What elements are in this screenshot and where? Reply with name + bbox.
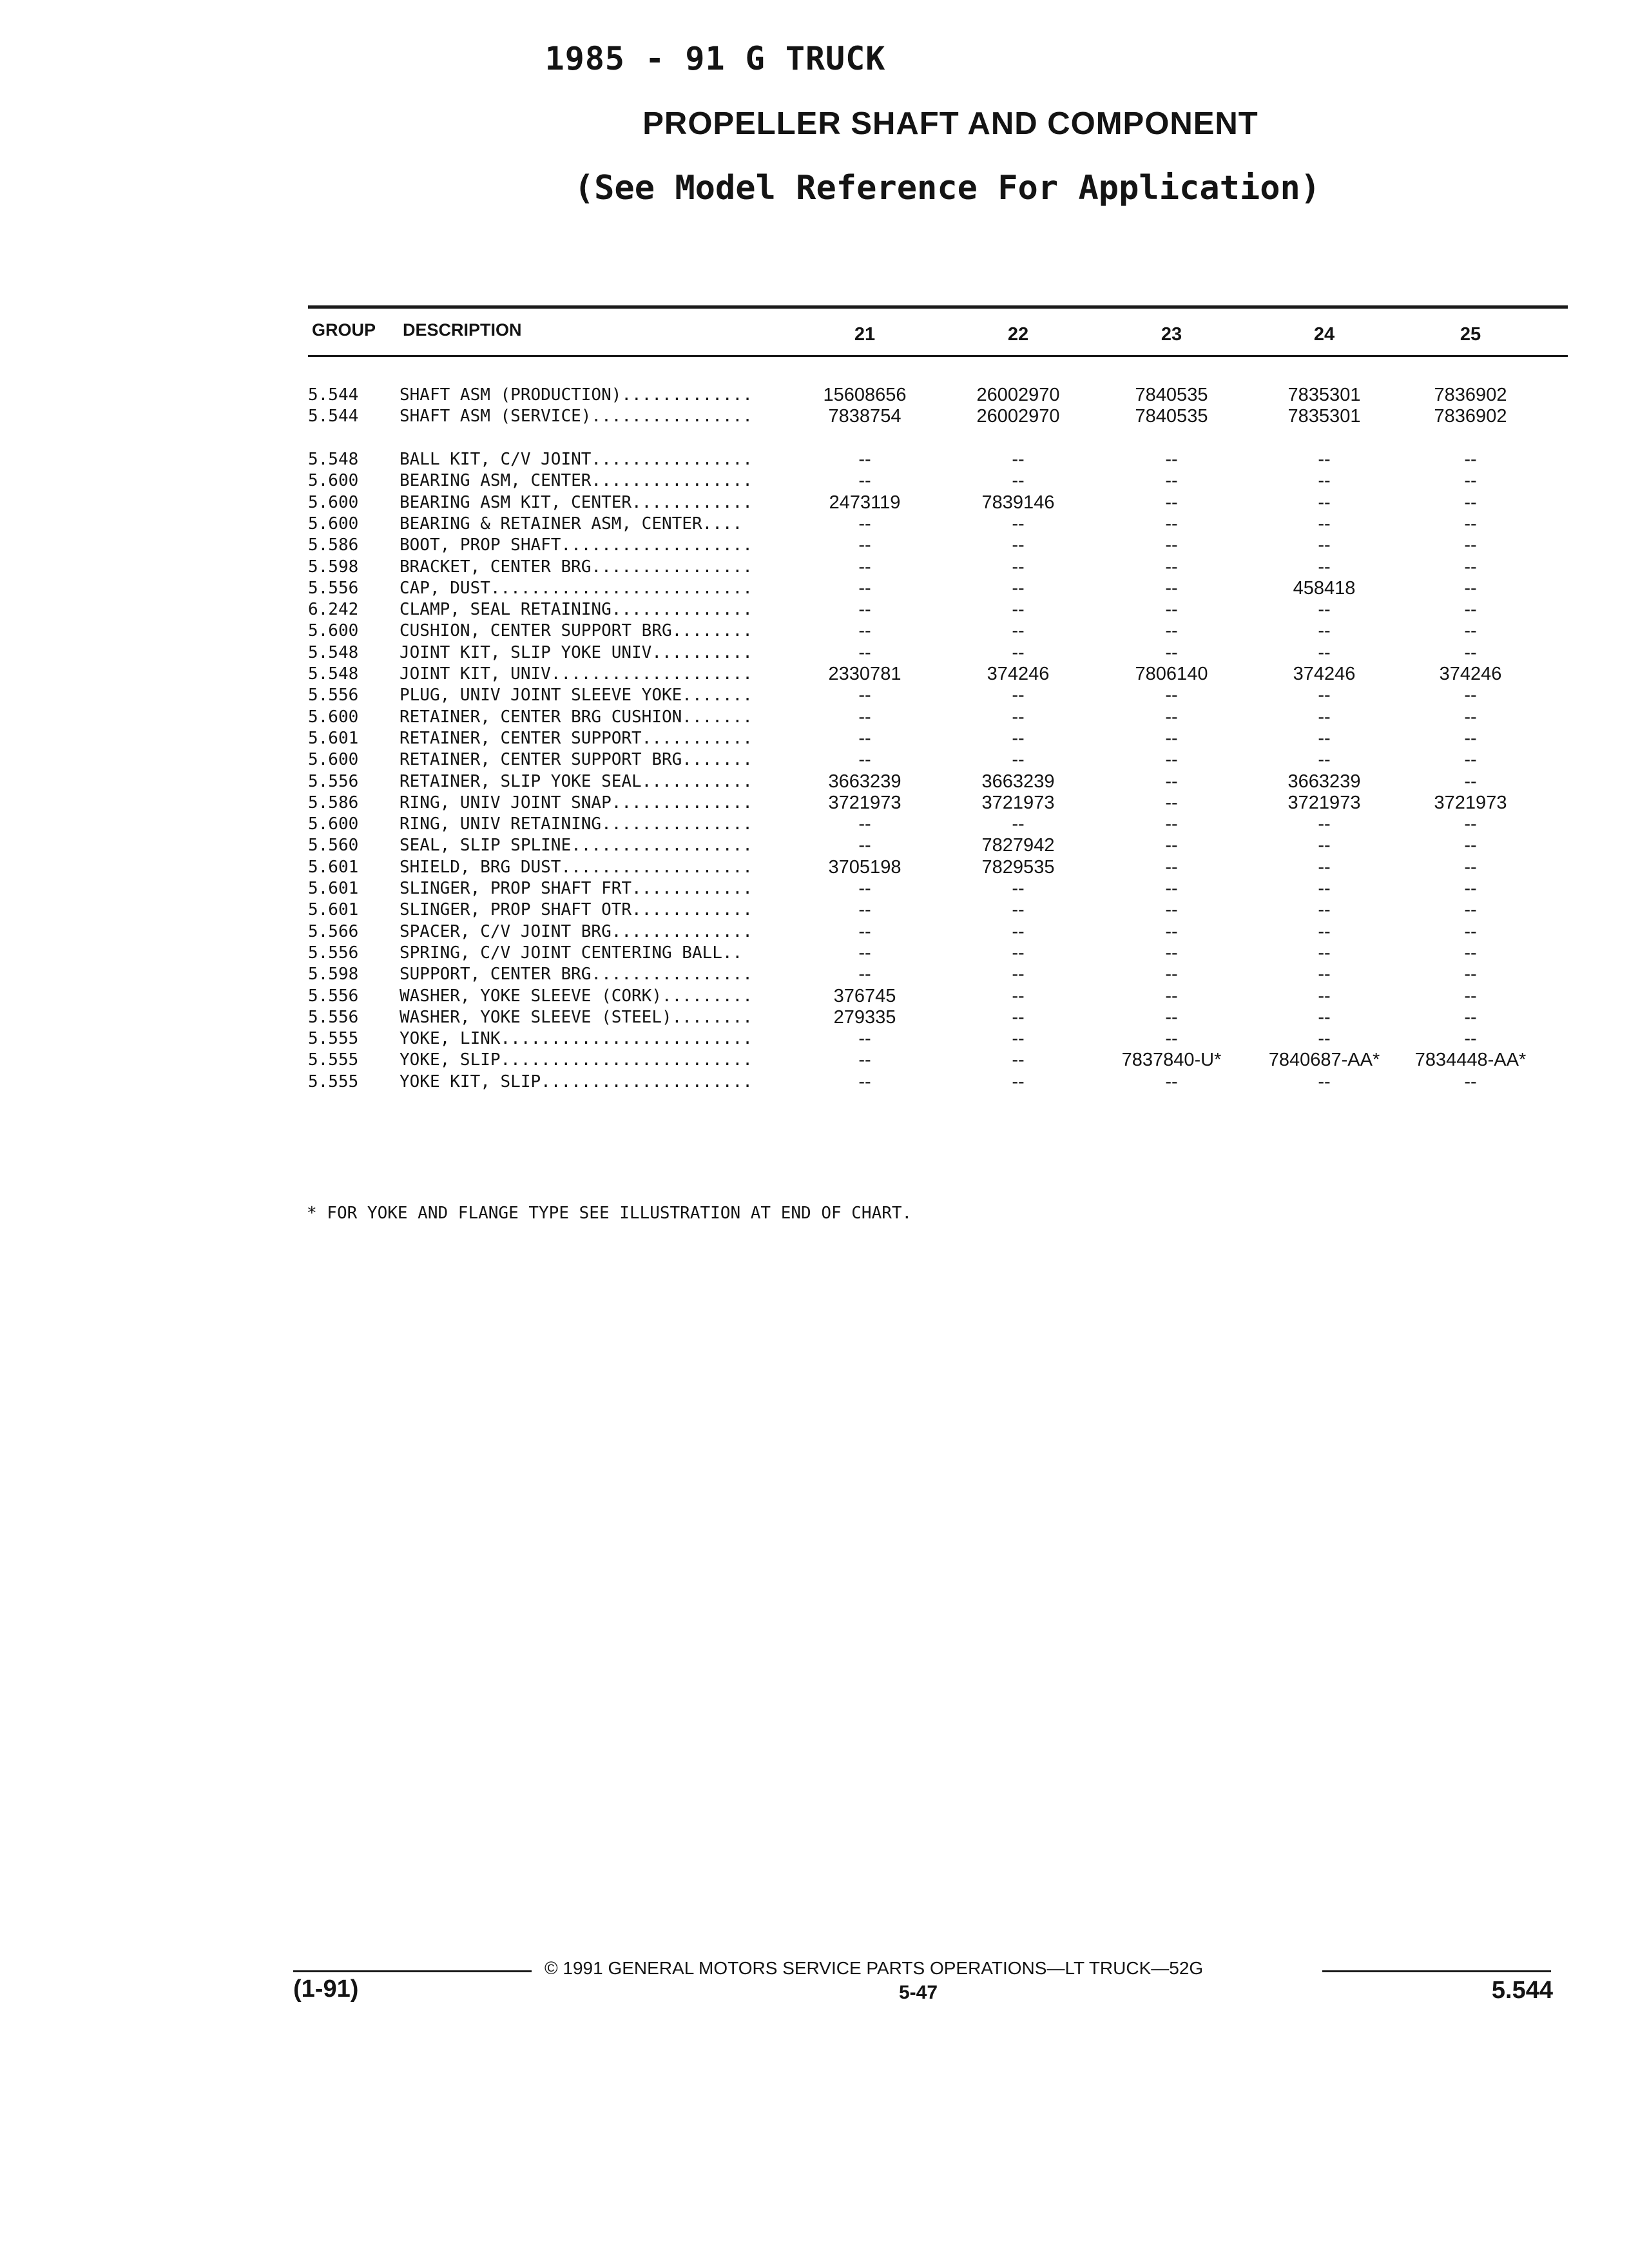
cell-23: -- (1165, 707, 1178, 727)
description-cell: PLUG, UNIV JOINT SLEEVE YOKE....... (400, 686, 753, 705)
table-row (0, 728, 1629, 749)
column-header-21: 21 (854, 324, 876, 345)
group-cell: 5.600 (308, 514, 359, 533)
cell-22: -- (1012, 964, 1025, 985)
group-cell: 5.556 (308, 579, 359, 598)
table-row (0, 642, 1629, 664)
cell-23: -- (1165, 620, 1178, 641)
cell-24: -- (1318, 535, 1331, 555)
table-row (0, 814, 1629, 835)
cell-21: -- (858, 642, 871, 663)
cell-24: -- (1318, 986, 1331, 1006)
cell-24: 7835301 (1287, 406, 1361, 427)
cell-22: -- (1012, 749, 1025, 770)
description-cell: BEARING & RETAINER ASM, CENTER.... (400, 514, 743, 533)
cell-23: -- (1165, 1072, 1178, 1092)
table-row (0, 878, 1629, 899)
group-cell: 5.556 (308, 1008, 359, 1027)
cell-24: -- (1318, 814, 1331, 834)
cell-22: -- (1012, 986, 1025, 1006)
description-cell: CAP, DUST.......................... (400, 579, 753, 598)
table-row (0, 1028, 1629, 1050)
description-cell: YOKE KIT, SLIP..................... (400, 1072, 753, 1091)
cell-23: -- (1165, 964, 1178, 985)
cell-25: -- (1464, 899, 1477, 920)
cell-21: -- (858, 921, 871, 942)
group-cell: 5.544 (308, 407, 359, 426)
cell-22: -- (1012, 1050, 1025, 1070)
group-cell: 5.600 (308, 814, 359, 834)
table-row (0, 557, 1629, 578)
cell-23: -- (1165, 857, 1178, 878)
description-cell: YOKE, LINK......................... (400, 1029, 753, 1048)
cell-25: -- (1464, 921, 1477, 942)
group-cell: 5.601 (308, 729, 359, 748)
cell-25: -- (1464, 857, 1477, 878)
cell-24: 3721973 (1287, 793, 1361, 813)
column-header-group: GROUP (312, 320, 376, 340)
cell-21: -- (858, 814, 871, 834)
footer-rule-left (293, 1970, 532, 1972)
cell-21: -- (858, 899, 871, 920)
cell-23: -- (1165, 642, 1178, 663)
description-cell: SLINGER, PROP SHAFT FRT............ (400, 879, 753, 898)
group-cell: 5.556 (308, 943, 359, 963)
cell-23: -- (1165, 535, 1178, 555)
group-cell: 5.566 (308, 922, 359, 941)
cell-24: -- (1318, 921, 1331, 942)
page-number: 5-47 (898, 1982, 938, 2003)
description-cell: BRACKET, CENTER BRG................ (400, 557, 753, 577)
cell-23: -- (1165, 449, 1178, 470)
group-number: 5.544 (1491, 1977, 1553, 2004)
description-cell: CLAMP, SEAL RETAINING.............. (400, 600, 753, 619)
cell-24: 7840687-AA* (1268, 1050, 1380, 1070)
cell-21: -- (858, 835, 871, 856)
group-cell: 5.598 (308, 965, 359, 984)
group-cell: 5.555 (308, 1050, 359, 1070)
group-cell: 5.555 (308, 1029, 359, 1048)
cell-24: 458418 (1293, 578, 1356, 599)
description-cell: SUPPORT, CENTER BRG................ (400, 965, 753, 984)
cell-25: -- (1464, 835, 1477, 856)
table-row (0, 406, 1629, 427)
cell-22: -- (1012, 728, 1025, 749)
cell-25: -- (1464, 1007, 1477, 1028)
description-cell: YOKE, SLIP......................... (400, 1050, 753, 1070)
cell-24: -- (1318, 1007, 1331, 1028)
table-row (0, 664, 1629, 685)
description-cell: SPACER, C/V JOINT BRG.............. (400, 922, 753, 941)
description-cell: WASHER, YOKE SLEEVE (CORK)......... (400, 986, 753, 1006)
cell-25: -- (1464, 620, 1477, 641)
cell-21: -- (858, 707, 871, 727)
cell-24: -- (1318, 642, 1331, 663)
cell-23: -- (1165, 771, 1178, 792)
cell-21: 2330781 (828, 664, 901, 684)
cell-22: 26002970 (976, 385, 1060, 405)
cell-25: -- (1464, 685, 1477, 706)
group-cell: 5.548 (308, 664, 359, 684)
description-cell: RETAINER, CENTER SUPPORT BRG....... (400, 750, 753, 769)
cell-21: -- (858, 578, 871, 599)
cell-24: -- (1318, 492, 1331, 513)
cell-21: -- (858, 535, 871, 555)
table-row (0, 835, 1629, 856)
cell-24: -- (1318, 1072, 1331, 1092)
cell-25: -- (1464, 557, 1477, 577)
cell-25: -- (1464, 728, 1477, 749)
table-row (0, 514, 1629, 535)
cell-23: -- (1165, 921, 1178, 942)
description-cell: SHIELD, BRG DUST................... (400, 858, 753, 877)
column-header-25: 25 (1460, 324, 1481, 345)
table-row (0, 385, 1629, 406)
cell-22: -- (1012, 1072, 1025, 1092)
group-cell: 5.601 (308, 879, 359, 898)
cell-22: -- (1012, 642, 1025, 663)
cell-24: -- (1318, 514, 1331, 534)
cell-23: -- (1165, 986, 1178, 1006)
cell-25: 7834448-AA* (1414, 1050, 1527, 1070)
page-title: 1985 - 91 G TRUCK (545, 40, 886, 77)
cell-22: -- (1012, 1028, 1025, 1049)
cell-25: 3721973 (1434, 793, 1507, 813)
cell-25: -- (1464, 492, 1477, 513)
group-cell: 5.601 (308, 858, 359, 877)
cell-21: 279335 (833, 1007, 896, 1028)
cell-23: -- (1165, 878, 1178, 899)
description-cell: BOOT, PROP SHAFT................... (400, 535, 753, 555)
cell-24: -- (1318, 899, 1331, 920)
cell-25: -- (1464, 814, 1477, 834)
cell-23: -- (1165, 557, 1178, 577)
cell-25: -- (1464, 964, 1477, 985)
cell-24: -- (1318, 449, 1331, 470)
cell-23: 7806140 (1135, 664, 1208, 684)
cell-21: 2473119 (829, 492, 901, 513)
cell-25: 7836902 (1434, 406, 1507, 427)
cell-23: -- (1165, 1028, 1178, 1049)
cell-24: -- (1318, 749, 1331, 770)
cell-22: -- (1012, 470, 1025, 491)
cell-23: -- (1165, 578, 1178, 599)
cell-22: -- (1012, 878, 1025, 899)
description-cell: RETAINER, CENTER BRG CUSHION....... (400, 707, 753, 727)
cell-25: 374246 (1439, 664, 1502, 684)
description-cell: BEARING ASM KIT, CENTER............ (400, 493, 753, 512)
cell-22: -- (1012, 814, 1025, 834)
cell-21: 3721973 (828, 793, 901, 813)
description-cell: SEAL, SLIP SPLINE.................. (400, 836, 753, 855)
description-cell: RETAINER, SLIP YOKE SEAL........... (400, 772, 753, 791)
description-cell: JOINT KIT, SLIP YOKE UNIV.......... (400, 643, 753, 662)
cell-25: -- (1464, 943, 1477, 963)
description-cell: SLINGER, PROP SHAFT OTR............ (400, 900, 753, 919)
cell-25: -- (1464, 878, 1477, 899)
cell-22: 3721973 (981, 793, 1055, 813)
table-row (0, 1072, 1629, 1093)
cell-23: -- (1165, 492, 1178, 513)
group-cell: 5.548 (308, 643, 359, 662)
group-cell: 5.600 (308, 750, 359, 769)
cell-24: 3663239 (1287, 771, 1361, 792)
cell-22: -- (1012, 578, 1025, 599)
table-row (0, 449, 1629, 470)
cell-22: 374246 (987, 664, 1050, 684)
cell-22: -- (1012, 1007, 1025, 1028)
cell-21: -- (858, 728, 871, 749)
cell-21: -- (858, 943, 871, 963)
cell-24: -- (1318, 835, 1331, 856)
group-cell: 5.600 (308, 493, 359, 512)
cell-25: -- (1464, 470, 1477, 491)
application-note: (See Model Reference For Application) (574, 169, 1321, 207)
cell-25: -- (1464, 986, 1477, 1006)
cell-23: -- (1165, 943, 1178, 963)
cell-24: -- (1318, 557, 1331, 577)
table-row (0, 1050, 1629, 1071)
table-row (0, 578, 1629, 599)
cell-21: 15608656 (823, 385, 907, 405)
cell-23: 7840535 (1135, 385, 1208, 405)
table-row (0, 492, 1629, 514)
cell-23: 7837840-U* (1121, 1050, 1222, 1070)
group-cell: 5.586 (308, 535, 359, 555)
description-cell: WASHER, YOKE SLEEVE (STEEL)........ (400, 1008, 753, 1027)
group-cell: 5.586 (308, 793, 359, 812)
footer-rule-right (1322, 1970, 1551, 1972)
table-row (0, 986, 1629, 1007)
cell-21: -- (858, 620, 871, 641)
column-header-22: 22 (1007, 324, 1029, 345)
cell-23: -- (1165, 749, 1178, 770)
cell-23: -- (1165, 514, 1178, 534)
cell-25: -- (1464, 771, 1477, 792)
cell-21: 3705198 (828, 857, 901, 878)
cell-21: -- (858, 749, 871, 770)
group-cell: 5.544 (308, 385, 359, 405)
cell-22: -- (1012, 921, 1025, 942)
table-row (0, 943, 1629, 964)
cell-24: 374246 (1293, 664, 1356, 684)
table-row (0, 707, 1629, 728)
description-cell: RING, UNIV RETAINING............... (400, 814, 753, 834)
table-row (0, 535, 1629, 556)
cell-24: 7835301 (1287, 385, 1361, 405)
cell-22: -- (1012, 535, 1025, 555)
description-cell: RING, UNIV JOINT SNAP.............. (400, 793, 753, 812)
column-header-23: 23 (1161, 324, 1182, 345)
cell-22: -- (1012, 449, 1025, 470)
cell-25: -- (1464, 707, 1477, 727)
group-cell: 5.601 (308, 900, 359, 919)
cell-23: -- (1165, 470, 1178, 491)
group-cell: 5.600 (308, 471, 359, 490)
cell-22: -- (1012, 707, 1025, 727)
cell-24: -- (1318, 470, 1331, 491)
cell-25: -- (1464, 535, 1477, 555)
cell-22: -- (1012, 620, 1025, 641)
cell-21: -- (858, 1050, 871, 1070)
cell-25: -- (1464, 514, 1477, 534)
group-cell: 5.600 (308, 621, 359, 640)
cell-22: -- (1012, 599, 1025, 620)
table-row (0, 599, 1629, 620)
cell-21: -- (858, 514, 871, 534)
cell-25: 7836902 (1434, 385, 1507, 405)
cell-23: -- (1165, 793, 1178, 813)
cell-22: 7839146 (981, 492, 1055, 513)
cell-22: -- (1012, 514, 1025, 534)
cell-22: 26002970 (976, 406, 1060, 427)
cell-21: -- (858, 557, 871, 577)
revision-date: (1-91) (293, 1975, 359, 2003)
description-cell: SPRING, C/V JOINT CENTERING BALL.. (400, 943, 743, 963)
cell-22: 3663239 (981, 771, 1055, 792)
group-cell: 5.556 (308, 686, 359, 705)
cell-24: -- (1318, 707, 1331, 727)
cell-21: 376745 (833, 986, 896, 1006)
table-row (0, 857, 1629, 878)
cell-25: -- (1464, 1072, 1477, 1092)
page-subtitle: PROPELLER SHAFT AND COMPONENT (642, 106, 1258, 141)
description-cell: SHAFT ASM (SERVICE)................ (400, 407, 753, 426)
group-cell: 5.555 (308, 1072, 359, 1091)
cell-24: -- (1318, 685, 1331, 706)
table-row (0, 921, 1629, 943)
cell-22: -- (1012, 943, 1025, 963)
table-row (0, 899, 1629, 921)
copyright-line: © 1991 GENERAL MOTORS SERVICE PARTS OPERATIONS—LT TRUCK—52G (545, 1958, 1204, 1978)
cell-25: -- (1464, 1028, 1477, 1049)
description-cell: SHAFT ASM (PRODUCTION)............. (400, 385, 753, 405)
description-cell: BALL KIT, C/V JOINT................ (400, 450, 753, 469)
cell-25: -- (1464, 642, 1477, 663)
cell-21: -- (858, 878, 871, 899)
cell-24: -- (1318, 599, 1331, 620)
group-cell: 6.242 (308, 600, 359, 619)
group-cell: 5.600 (308, 707, 359, 727)
cell-21: 7838754 (828, 406, 901, 427)
cell-21: -- (858, 964, 871, 985)
table-row (0, 749, 1629, 771)
cell-21: -- (858, 470, 871, 491)
cell-21: -- (858, 1072, 871, 1092)
cell-23: -- (1165, 685, 1178, 706)
group-cell: 5.556 (308, 772, 359, 791)
group-cell: 5.548 (308, 450, 359, 469)
cell-24: -- (1318, 857, 1331, 878)
cell-24: -- (1318, 878, 1331, 899)
description-cell: CUSHION, CENTER SUPPORT BRG........ (400, 621, 753, 640)
cell-24: -- (1318, 964, 1331, 985)
cell-24: -- (1318, 728, 1331, 749)
table-row (0, 793, 1629, 814)
cell-22: 7829535 (981, 857, 1055, 878)
cell-24: -- (1318, 620, 1331, 641)
cell-23: 7840535 (1135, 406, 1208, 427)
cell-22: 7827942 (981, 835, 1055, 856)
cell-22: -- (1012, 557, 1025, 577)
table-row (0, 685, 1629, 706)
group-cell: 5.598 (308, 557, 359, 577)
description-cell: RETAINER, CENTER SUPPORT........... (400, 729, 753, 748)
table-row (0, 620, 1629, 642)
cell-24: -- (1318, 943, 1331, 963)
cell-21: -- (858, 685, 871, 706)
cell-23: -- (1165, 1007, 1178, 1028)
group-cell: 5.556 (308, 986, 359, 1006)
column-header-description: DESCRIPTION (403, 320, 522, 340)
cell-21: -- (858, 449, 871, 470)
cell-25: -- (1464, 599, 1477, 620)
description-cell: JOINT KIT, UNIV.................... (400, 664, 753, 684)
cell-25: -- (1464, 578, 1477, 599)
description-cell: BEARING ASM, CENTER................ (400, 471, 753, 490)
cell-23: -- (1165, 728, 1178, 749)
table-row (0, 771, 1629, 793)
group-cell: 5.560 (308, 836, 359, 855)
cell-21: 3663239 (828, 771, 901, 792)
cell-25: -- (1464, 749, 1477, 770)
cell-23: -- (1165, 899, 1178, 920)
table-row (0, 964, 1629, 985)
footnote: * FOR YOKE AND FLANGE TYPE SEE ILLUSTRATION AT END OF CHART. (307, 1204, 912, 1223)
cell-23: -- (1165, 814, 1178, 834)
cell-24: -- (1318, 1028, 1331, 1049)
table-row (0, 1007, 1629, 1028)
table-row (0, 470, 1629, 492)
cell-25: -- (1464, 449, 1477, 470)
cell-23: -- (1165, 835, 1178, 856)
cell-22: -- (1012, 685, 1025, 706)
cell-23: -- (1165, 599, 1178, 620)
cell-21: -- (858, 599, 871, 620)
cell-21: -- (858, 1028, 871, 1049)
cell-22: -- (1012, 899, 1025, 920)
column-header-24: 24 (1313, 324, 1335, 345)
